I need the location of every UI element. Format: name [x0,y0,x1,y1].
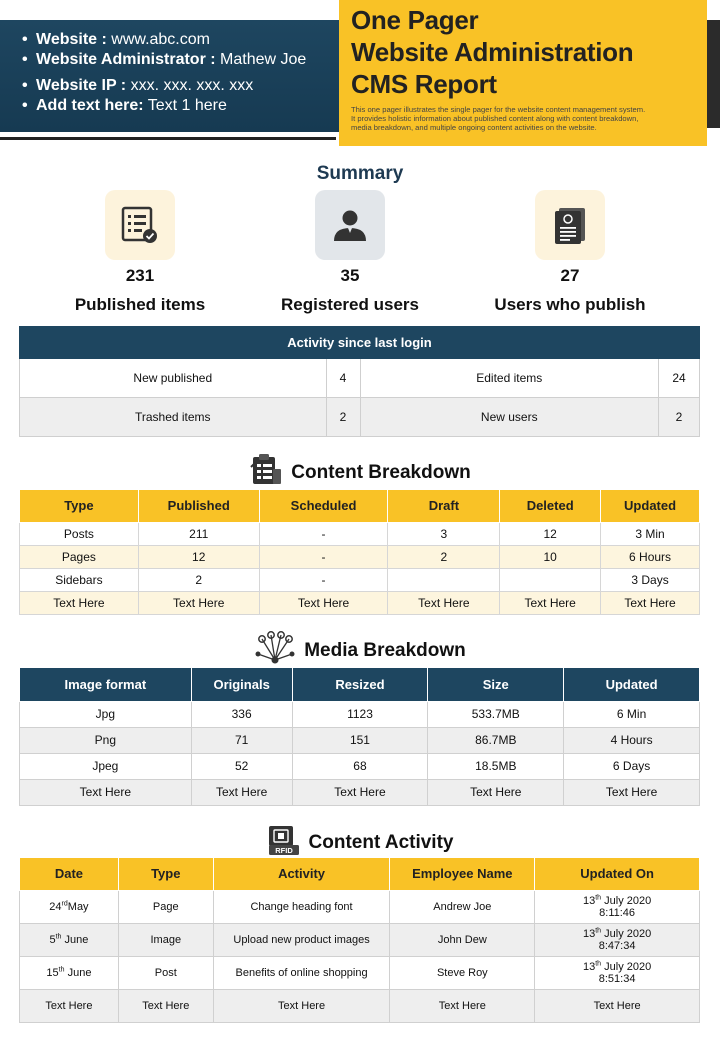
stat-value: 231 [125,266,155,285]
media-breakdown-heading: Media Breakdown [0,630,720,671]
activity-table [19,326,700,437]
header-title-panel [339,0,707,146]
stat-label: Users who publish [494,295,646,314]
website-info: • Website : www.abc.com [22,30,340,50]
table-header-row: Image format Originals Resized Size Updated [20,668,700,701]
table-row: Pages 12 - 2 10 6 Hours [20,545,700,568]
table-row: Jpg 336 1123 533.7MB 6 Min [20,701,700,727]
stat-registered-users [250,190,450,315]
table-header-row: Date Type Activity Employee Name Updated On [20,858,700,890]
content-activity-heading: RFID Content Activity [0,824,720,861]
table-row: Png 71 151 86.7MB 4 Hours [20,727,700,753]
website-ip-info: • Website IP : xxx. xxx. xxx. xxx [22,76,340,96]
table-row: Posts 211 - 3 12 3 Min [20,522,700,545]
table-row: Trashed items 2 New users 2 [20,398,700,437]
media-network-icon [254,630,296,671]
stat-label: Published items [74,295,206,314]
media-breakdown-table [19,668,700,806]
table-header-row: Type Published Scheduled Draft Deleted Updated [20,490,700,522]
table-row: Text Here Text Here Text Here Text Here Text Here [20,779,700,805]
table-row: Text Here Text Here Text Here Text Here Text Here [20,989,700,1022]
administrator-info: • Website Administrator : Mathew Joe [22,50,340,70]
stat-label: Registered users [281,295,419,314]
clipboard-checklist-icon [249,453,283,492]
add-text-info: • Add text here: Text 1 here [22,96,340,116]
activity-table-title: Activity since last login [20,327,700,359]
table-row: 15th June Post Benefits of online shopping Steve Roy 13th July 2020 8:51:34 [20,956,700,989]
table-row: Text Here Text Here Text Here Text Here Text Here Text Here [20,591,700,614]
content-activity-table [19,858,700,1023]
table-row: 24rdMay Page Change heading font Andrew Joe 13th July 2020 8:11:46 [20,890,700,923]
table-row: 5th June Image Upload new product images John Dew 13th July 2020 8:47:34 [20,923,700,956]
checklist-icon [105,190,175,260]
table-row: Jpeg 52 68 18.5MB 6 Days [20,753,700,779]
profile-document-icon [535,190,605,260]
header-info-panel [0,20,340,132]
summary-title: Summary [316,163,404,184]
rfid-label: RFID [274,846,293,855]
stat-value: 27 [560,266,580,285]
user-icon [315,190,385,260]
stat-value: 35 [340,266,360,285]
page-description: This one pager illustrates the single pager for the website content management system. It provides holistic information about published content along with content breakdown, media breakdown, and multiple ongoing content activities on the website. [351,105,646,132]
content-breakdown-table [19,490,700,615]
stat-users-who-publish [470,190,670,315]
table-row: New published 4 Edited items 24 [20,359,700,398]
rfid-chip-icon [267,824,301,861]
stat-published-items [40,190,240,315]
content-breakdown-heading: Content Breakdown [0,453,720,492]
table-row: Sidebars 2 - 3 Days [20,568,700,591]
page-title: One Pager Website Administration CMS Report [351,5,634,99]
header-divider [0,137,336,140]
